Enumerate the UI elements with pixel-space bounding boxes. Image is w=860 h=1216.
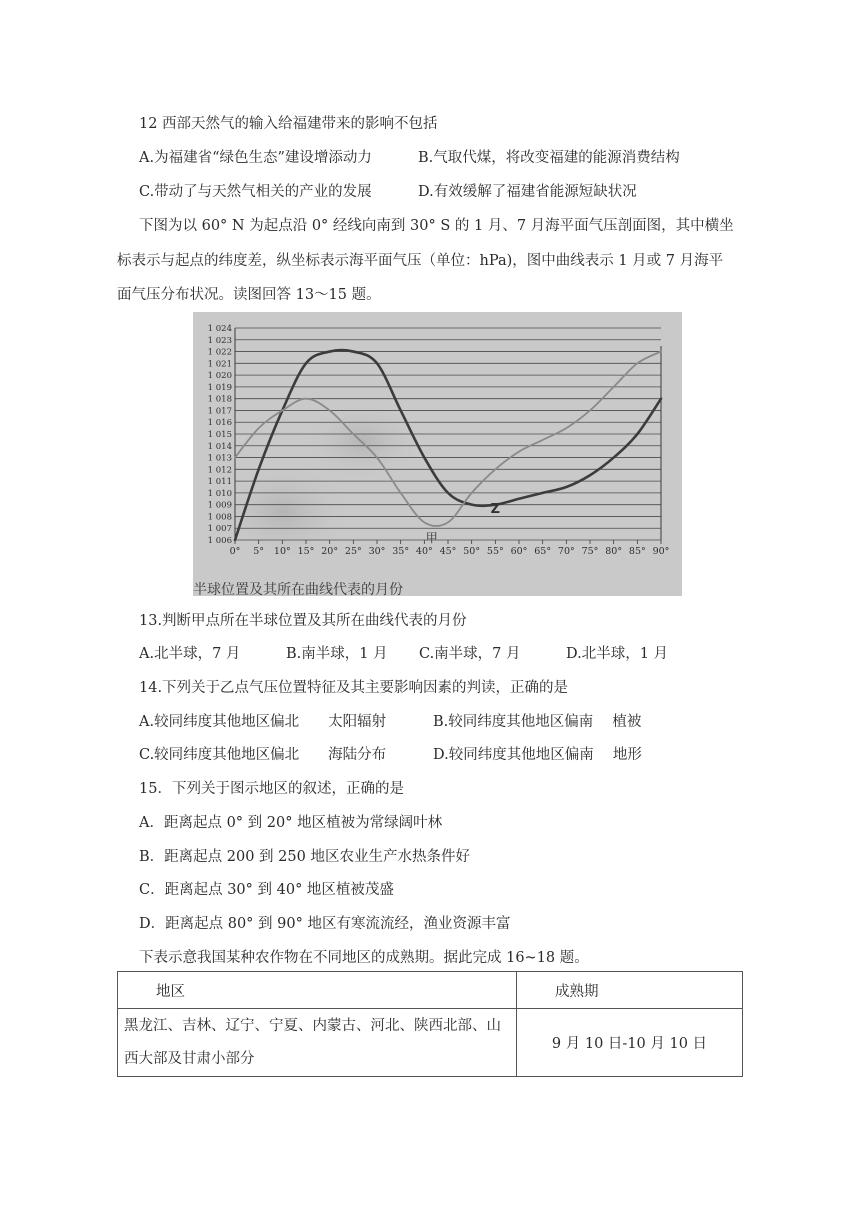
y-tick-label: 1 011 <box>207 477 232 488</box>
x-tick-label: 15° <box>297 546 315 557</box>
x-tick-label: 85° <box>628 546 646 557</box>
q14-option-a: A.较同纬度其他地区偏北 太阳辐射 <box>139 714 387 730</box>
y-tick-label: 1 009 <box>207 500 232 511</box>
x-tick-label: 80° <box>605 546 623 557</box>
x-tick-label: 70° <box>557 546 575 557</box>
q14-option-b: B.较同纬度其他地区偏南 植被 <box>433 714 642 730</box>
q12-option-b: B.气取代煤，将改变福建的能源消费结构 <box>418 150 680 166</box>
y-tick-label: 1 021 <box>207 359 232 370</box>
x-tick-label: 65° <box>534 546 552 557</box>
q13-option-c: C.南半球，7 月 <box>419 646 521 662</box>
x-tick-label: 40° <box>415 546 433 557</box>
table-intro: 下表示意我国某种农作物在不同地区的成熟期。据此完成 16~18 题。 <box>139 950 589 966</box>
y-axis-tick-labels <box>208 324 232 546</box>
q14-option-d: D.较同纬度其他地区偏南 地形 <box>433 747 642 763</box>
x-tick-label: 20° <box>321 546 339 557</box>
x-tick-label: 55° <box>486 546 504 557</box>
y-tick-label: 1 010 <box>207 488 232 499</box>
x-tick-label: 45° <box>439 546 457 557</box>
x-tick-label: 25° <box>344 546 362 557</box>
y-tick-label: 1 018 <box>207 394 232 405</box>
pressure-profile-chart <box>193 312 682 596</box>
q12-option-a: A.为福建省“绿色生态”建设增添动力 <box>139 150 372 166</box>
q14-stem: 14.下列关于乙点气压位置特征及其主要影响因素的判读，正确的是 <box>139 680 569 696</box>
x-tick-label: 75° <box>581 546 599 557</box>
point-label-jia: 甲 <box>425 531 438 545</box>
q15-option-b: B．距离起点 200 到 250 地区农业生产水热条件好 <box>139 849 470 865</box>
q13-option-b: B.南半球，1 月 <box>286 646 388 662</box>
q14-option-c: C.较同纬度其他地区偏北 海陆分布 <box>139 747 387 763</box>
figure-bottom-caption: 半球位置及其所在曲线代表的月份 <box>193 582 403 596</box>
y-tick-label: 1 008 <box>207 512 232 523</box>
x-tick-label: 10° <box>273 546 291 557</box>
q12-option-d: D.有效缓解了福建省能源短缺状况 <box>418 184 637 200</box>
table-row <box>118 1009 743 1077</box>
table-header-period: 成熟期 <box>517 972 743 1009</box>
y-tick-label: 1 019 <box>207 382 232 393</box>
y-tick-label: 1 007 <box>207 524 232 535</box>
maturity-table <box>117 971 743 1077</box>
intro-line-2: 标表示与起点的纬度差，纵坐标表示海平面气压（单位：hPa)，图中曲线表示 1 月或 7 月海平 <box>117 253 724 269</box>
intro-line-3: 面气压分布状况。读图回答 13～15 题。 <box>117 287 381 303</box>
q15-option-d: D．距离起点 80° 到 90° 地区有寒流流经，渔业资源丰富 <box>139 916 511 932</box>
table-cell-period: 9 月 10 日-10 月 10 日 <box>517 1009 743 1077</box>
q15-option-c: C．距离起点 30° 到 40° 地区植被茂盛 <box>139 882 394 898</box>
y-tick-label: 1 016 <box>207 418 232 429</box>
table-header-region: 地区 <box>118 972 517 1009</box>
q12-stem: 12 西部天然气的输入给福建带来的影响不包括 <box>139 116 438 132</box>
q13-stem: 13.判断甲点所在半球位置及其所在曲线代表的月份 <box>139 613 467 629</box>
x-tick-label: 90° <box>652 546 670 557</box>
point-label-yi: Z <box>490 501 501 517</box>
x-tick-label: 0° <box>229 546 241 557</box>
q15-option-a: A．距离起点 0° 到 20° 地区植被为常绿阔叶林 <box>139 815 443 831</box>
x-tick-label: 60° <box>510 546 528 557</box>
q13-option-d: D.北半球，1 月 <box>566 646 669 662</box>
y-tick-label: 1 015 <box>207 430 232 440</box>
x-tick-label: 50° <box>463 546 481 557</box>
x-tick-label: 35° <box>392 546 410 557</box>
y-tick-label: 1 012 <box>207 465 232 476</box>
q12-option-c: C.带动了与天然气相关的产业的发展 <box>139 184 372 200</box>
intro-line-1: 下图为以 60° N 为起点沿 0° 经线向南到 30° S 的 1 月、7 月海平面气压剖面图，其中横坐 <box>139 218 734 234</box>
y-tick-label: 1 013 <box>207 453 232 464</box>
y-tick-label: 1 023 <box>207 335 232 346</box>
q13-option-a: A.北半球，7 月 <box>139 646 241 662</box>
y-tick-label: 1 020 <box>207 371 232 382</box>
y-tick-label: 1 006 <box>207 536 232 546</box>
x-tick-label: 30° <box>368 546 386 557</box>
q15-stem: 15．下列关于图示地区的叙述，正确的是 <box>139 781 404 797</box>
pressure-profile-figure <box>193 312 682 596</box>
y-tick-label: 1 024 <box>207 324 232 334</box>
y-tick-label: 1 014 <box>207 441 232 452</box>
y-tick-label: 1 022 <box>207 347 232 358</box>
table-header-row <box>118 972 743 1009</box>
table-cell-region: 黑龙江、吉林、辽宁、宁夏、内蒙古、河北、陕西北部、山西大部及甘肃小部分 <box>118 1009 517 1077</box>
y-tick-label: 1 017 <box>207 406 232 417</box>
x-tick-label: 5° <box>253 546 265 557</box>
